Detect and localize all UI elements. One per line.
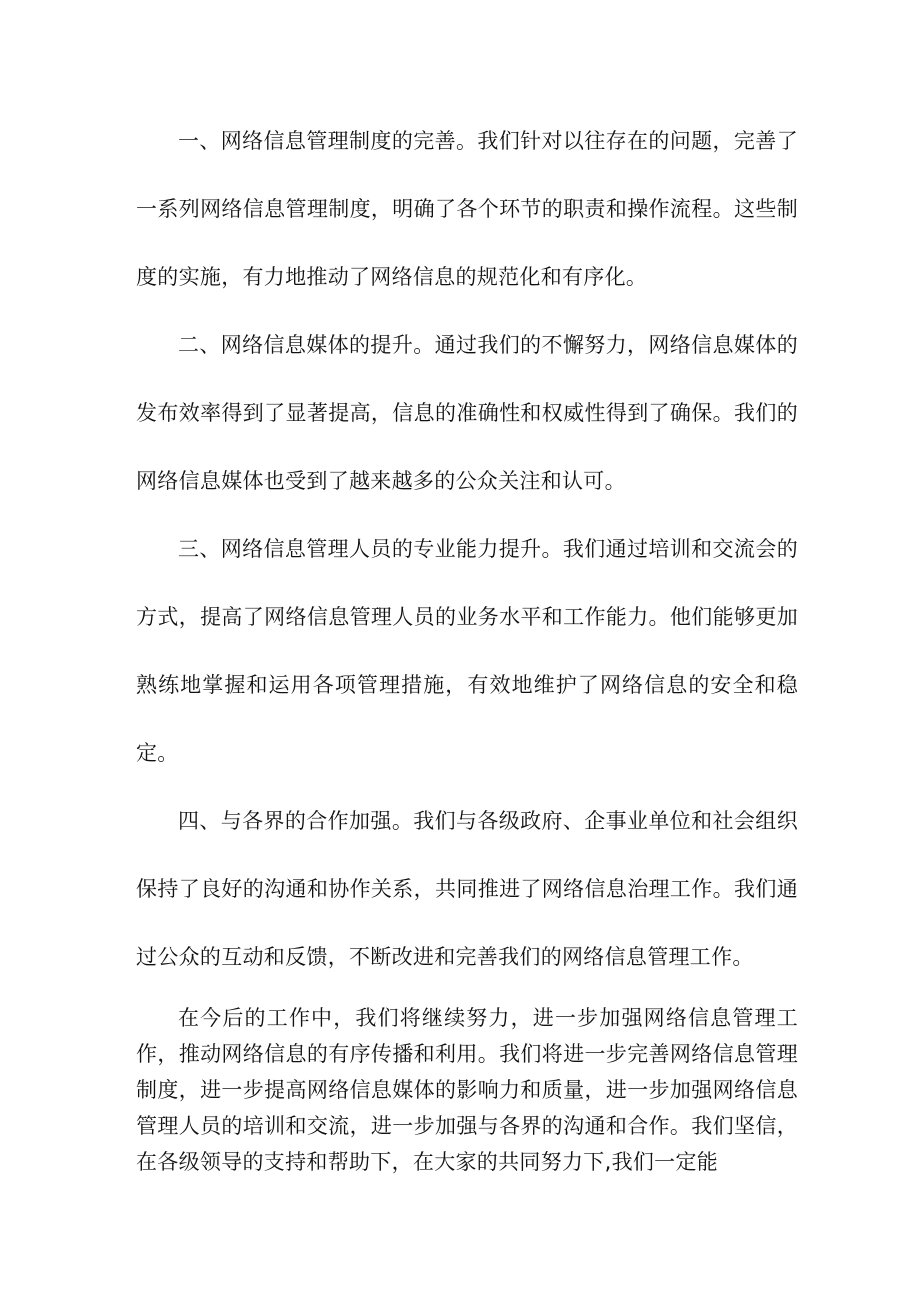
section-3-block <box>136 515 798 787</box>
section-4-block <box>136 787 798 991</box>
section-2-block <box>136 311 798 515</box>
closing-block <box>136 1000 798 1180</box>
section-list <box>136 107 798 311</box>
paragraph-section-2: 二、网络信息媒体的提升。通过我们的不懈努力，网络信息媒体的发布效率得到了显著提高，信息的准确性和权威性得到了确保。我们的网络信息媒体也受到了越来越多的公众关注和认可。 <box>136 333 798 493</box>
paragraph-closing: 在今后的工作中，我们将继续努力，进一步加强网络信息管理工作，推动网络信息的有序传播和利用。我们将进一步完善网络信息管理制度，进一步提高网络信息媒体的影响力和质量，进一步加强网络信息管理人员的培训和交流，进一步加强与各界的沟通和合作。我们坚信，在各级领导的支持和帮助下，在大家的共同努力下,我们一定能 <box>136 1006 798 1174</box>
paragraph-section-4: 四、与各界的合作加强。我们与各级政府、企事业单位和社会组织保持了良好的沟通和协作关系，共同推进了网络信息治理工作。我们通过公众的互动和反馈，不断改进和完善我们的网络信息管理工作。 <box>136 809 798 969</box>
paragraph-section-1: 一、网络信息管理制度的完善。我们针对以往存在的问题，完善了一系列网络信息管理制度，明确了各个环节的职责和操作流程。这些制度的实施，有力地推动了网络信息的规范化和有序化。 <box>136 129 798 289</box>
paragraph-section-3: 三、网络信息管理人员的专业能力提升。我们通过培训和交流会的方式，提高了网络信息管理人员的业务水平和工作能力。他们能够更加熟练地掌握和运用各项管理措施，有效地维护了网络信息的安全和稳定。 <box>136 537 798 765</box>
